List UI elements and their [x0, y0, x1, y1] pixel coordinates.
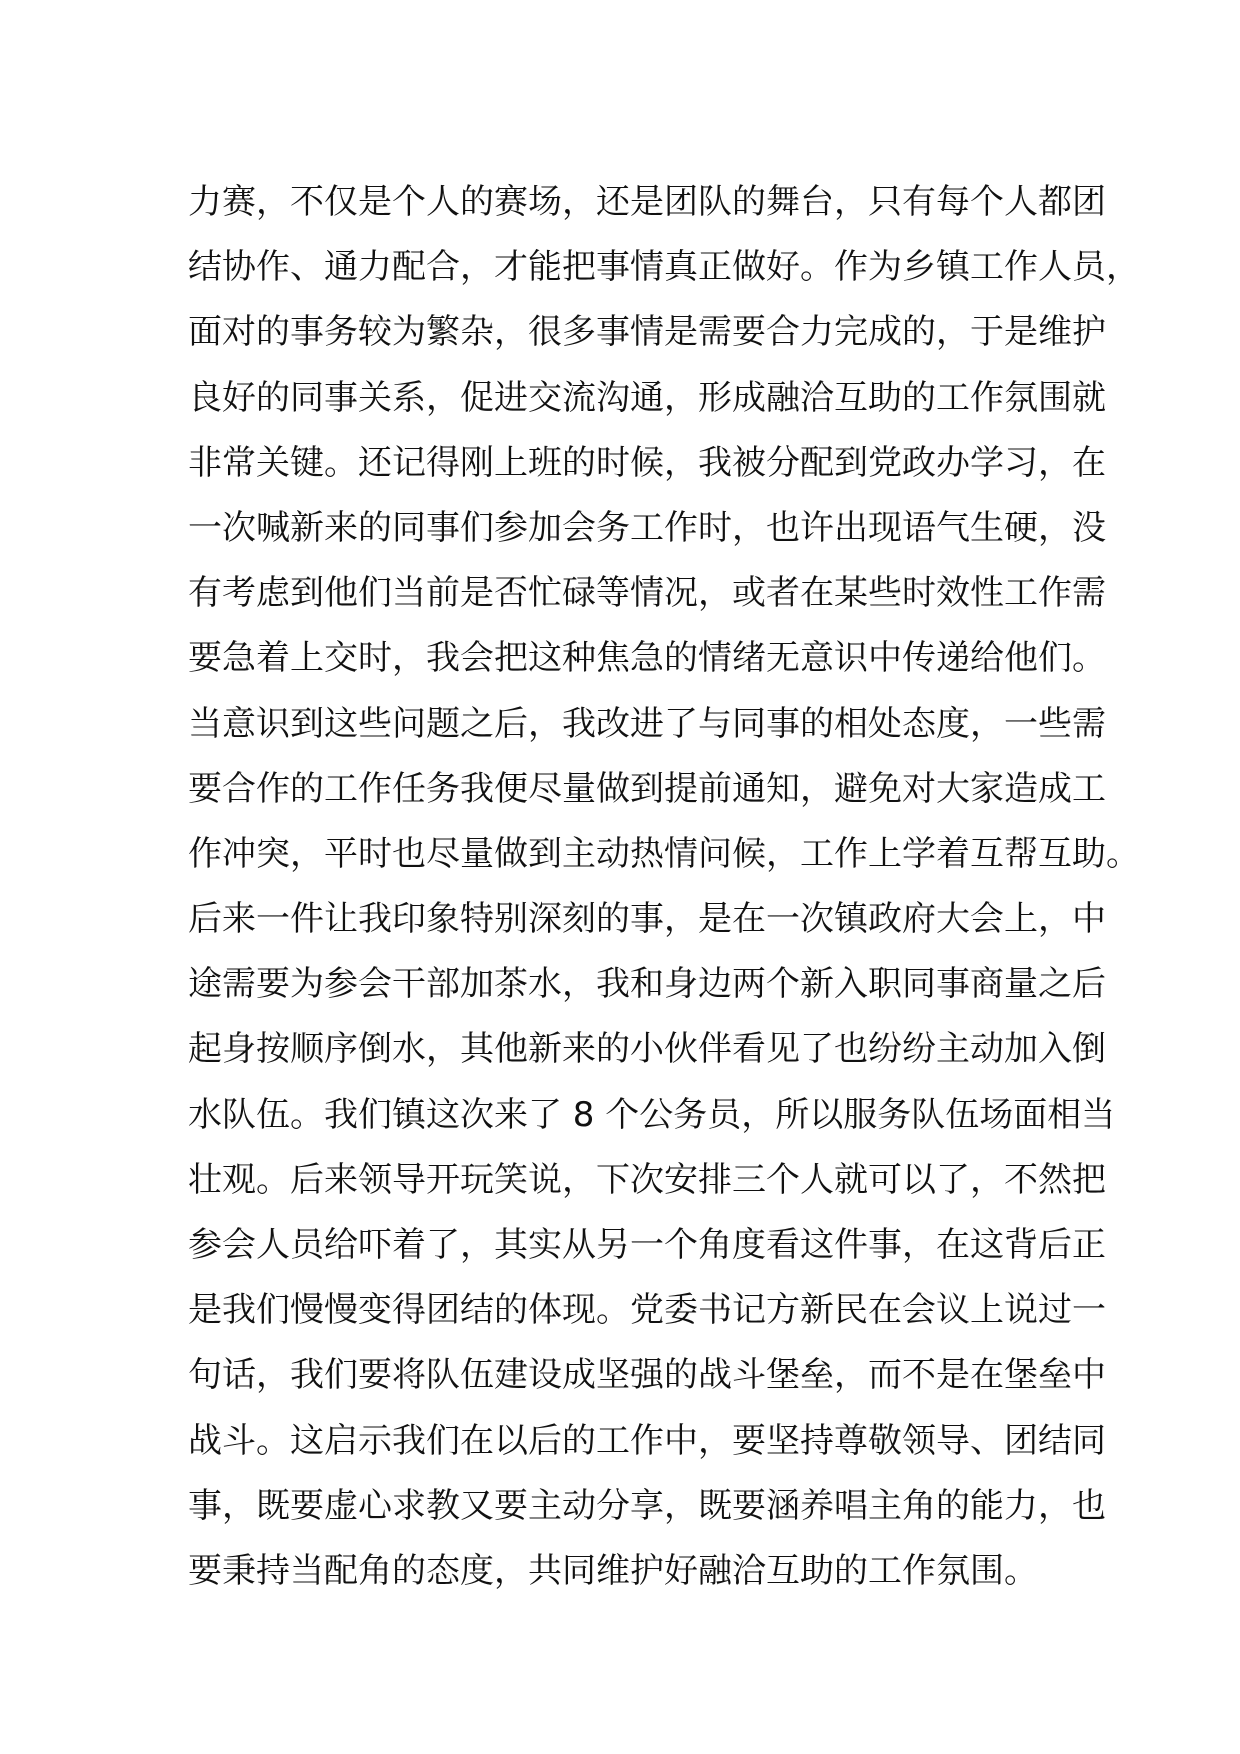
text-line: 途需要为参会干部加茶水，我和身边两个新入职同事商量之后: [188, 964, 1106, 1005]
text-line: 要急着上交时，我会把这种焦急的情绪无意识中传递给他们。: [188, 638, 1106, 679]
text-line: 有考虑到他们当前是否忙碌等情况，或者在某些时效性工作需: [188, 573, 1106, 614]
text-line: 良好的同事关系，促进交流沟通，形成融洽互助的工作氛围就: [188, 377, 1106, 418]
text-line: 当意识到这些问题之后，我改进了与同事的相处态度，一些需: [188, 703, 1106, 744]
text-line: 一次喊新来的同事们参加会务工作时，也许出现语气生硬，没: [188, 507, 1106, 548]
text-line: 非常关键。还记得刚上班的时候，我被分配到党政办学习，在: [188, 442, 1106, 483]
text-line: 壮观。后来领导开玩笑说，下次安排三个人就可以了，不然把: [188, 1159, 1106, 1200]
text-line: 起身按顺序倒水，其他新来的小伙伴看见了也纷纷主动加入倒: [188, 1029, 1106, 1070]
text-line: 要合作的工作任务我便尽量做到提前通知，避免对大家造成工: [188, 768, 1106, 809]
text-line: 要秉持当配角的态度，共同维护好融洽互助的工作氛围。: [188, 1550, 1038, 1591]
text-line: 参会人员给吓着了，其实从另一个角度看这件事，在这背后正: [188, 1225, 1106, 1265]
text-line: 作冲突，平时也尽量做到主动热情问候，工作上学着互帮互助。: [188, 833, 1140, 874]
text-line: 面对的事务较为繁杂，很多事情是需要合力完成的，于是维护: [188, 312, 1106, 353]
text-line: 力赛，不仅是个人的赛场，还是团队的舞台，只有每个人都团: [188, 182, 1106, 222]
text-line: 水队伍。我们镇这次来了 8 个公务员，所以服务队伍场面相当: [188, 1094, 1116, 1135]
text-line: 结协作、通力配合，才能把事情真正做好。作为乡镇工作人员，: [188, 247, 1140, 288]
text-line: 事，既要虚心求教又要主动分享，既要涵养唱主角的能力，也: [188, 1485, 1106, 1526]
text-line: 后来一件让我印象特别深刻的事，是在一次镇政府大会上，中: [188, 899, 1106, 940]
text-line: 战斗。这启示我们在以后的工作中，要坚持尊敬领导、团结同: [188, 1420, 1106, 1461]
text-line: 是我们慢慢变得团结的体现。党委书记方新民在会议上说过一: [188, 1290, 1106, 1331]
body-paragraph: [188, 170, 1140, 1604]
text-line: 句话，我们要将队伍建设成坚强的战斗堡垒，而不是在堡垒中: [188, 1355, 1106, 1396]
